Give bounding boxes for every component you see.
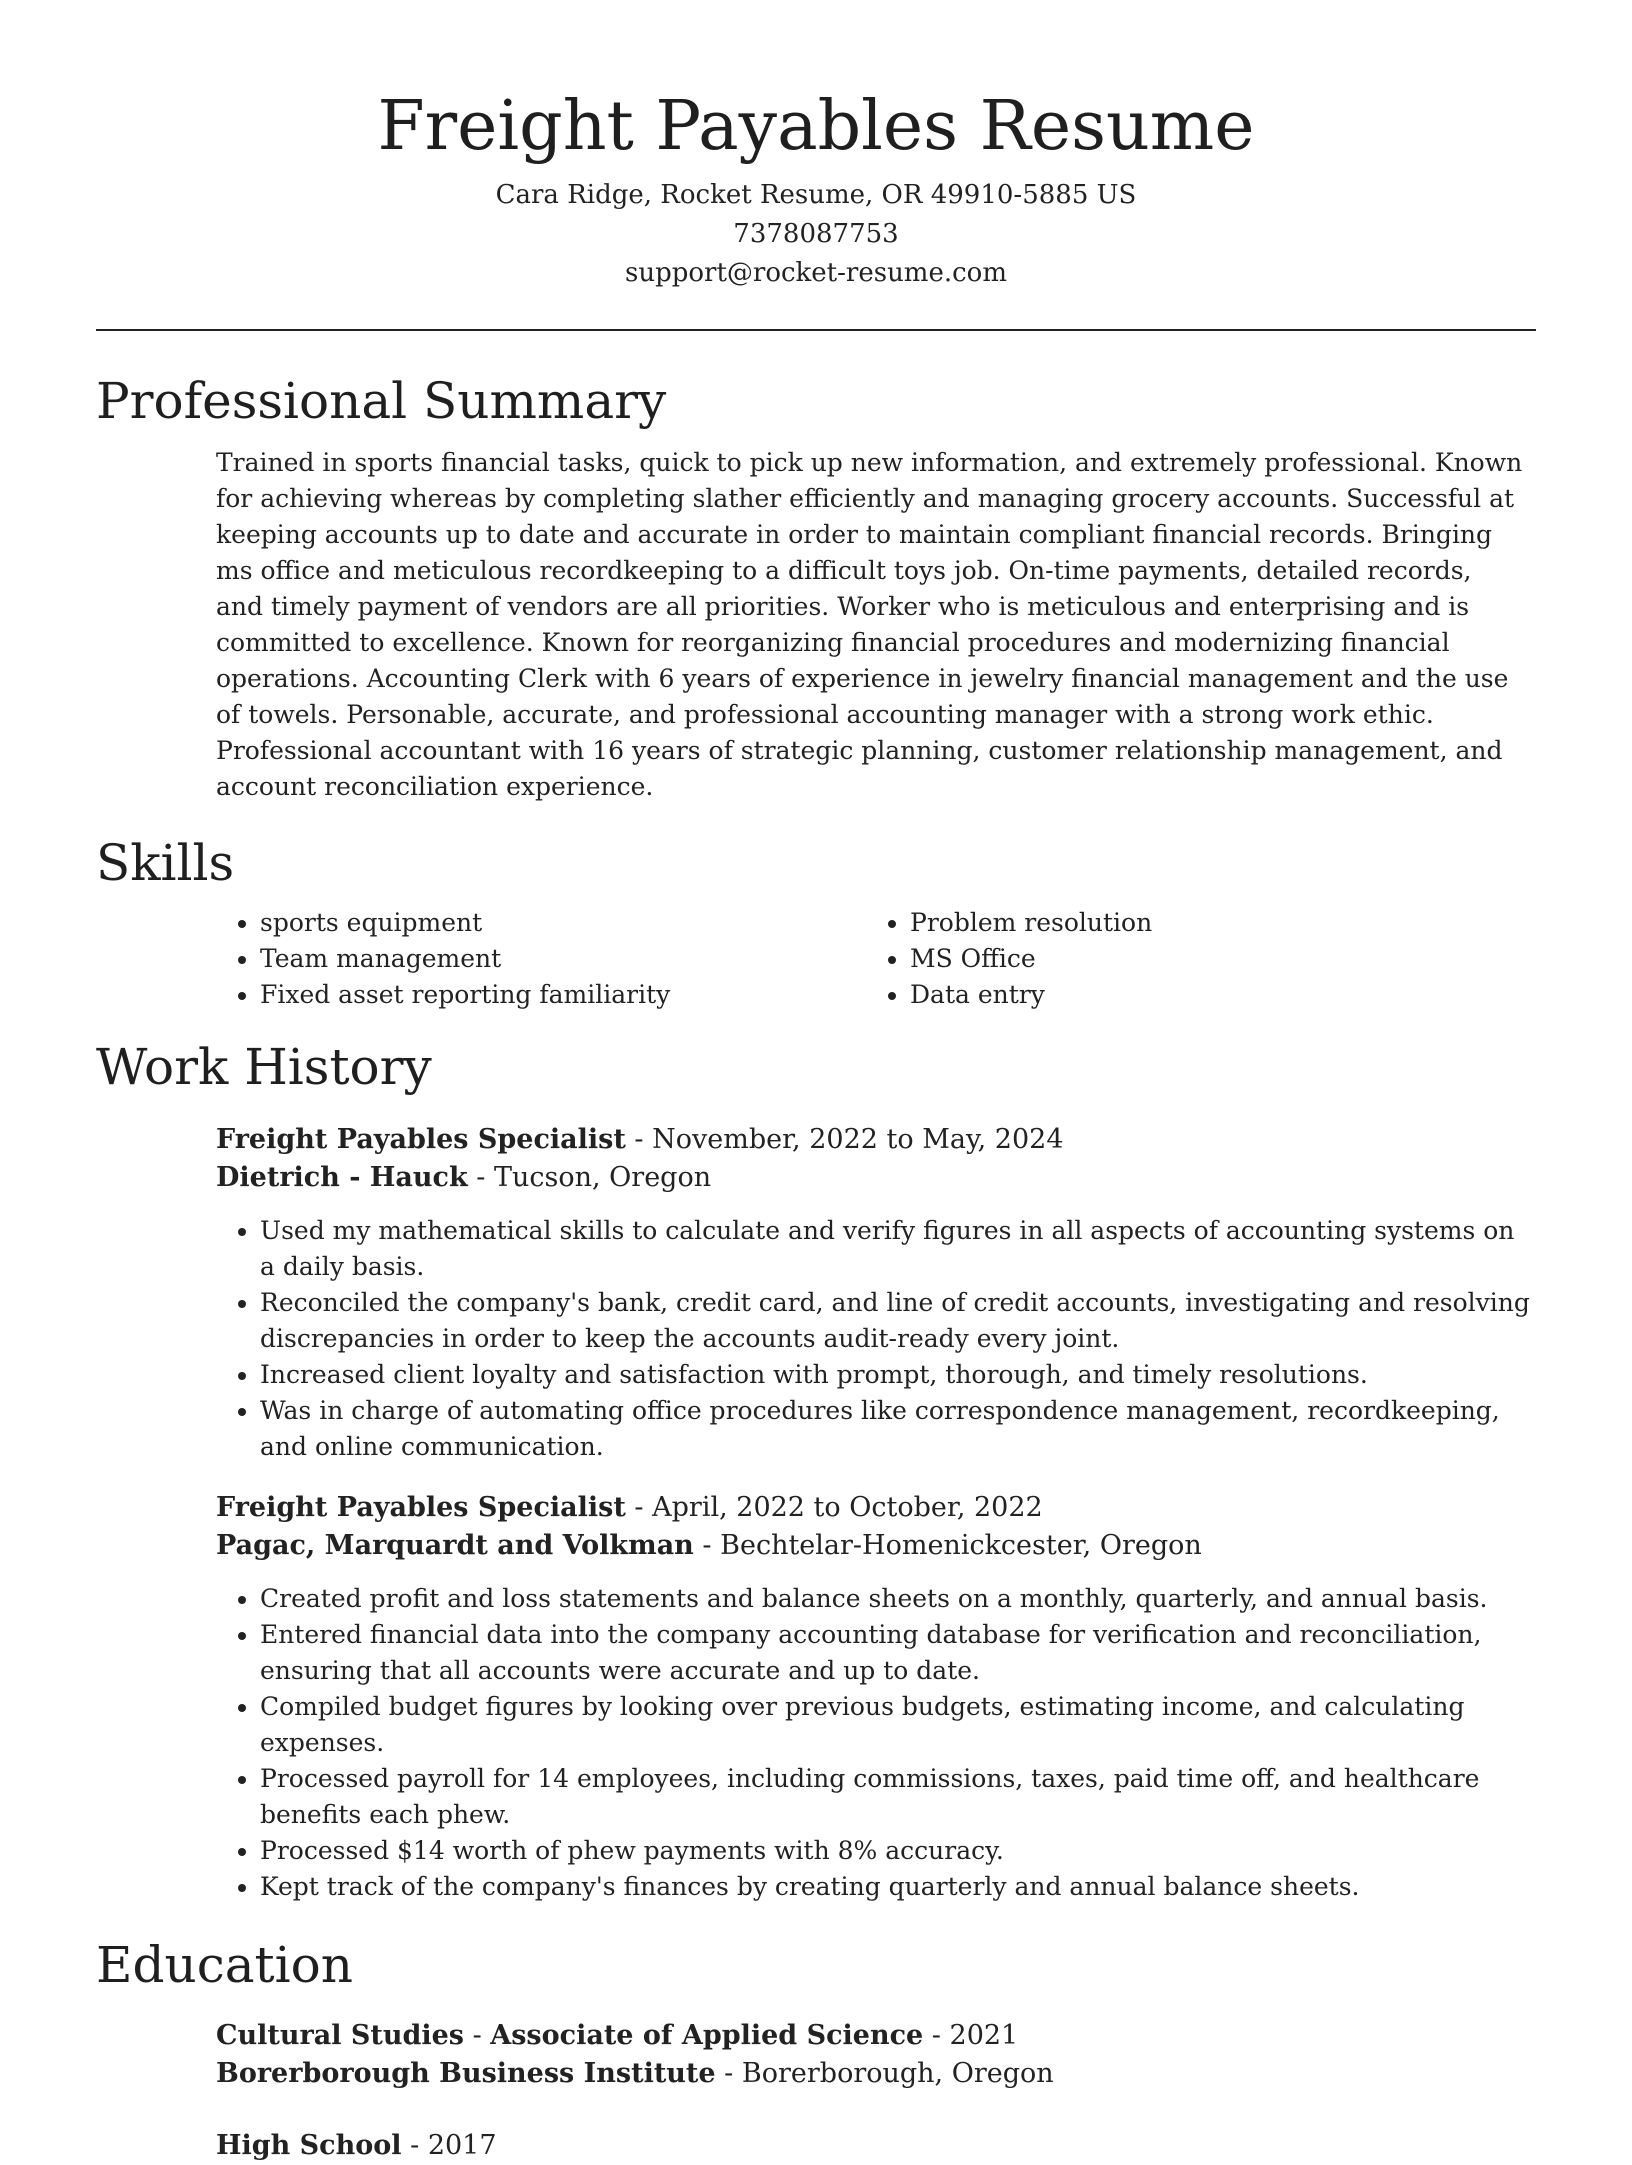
- summary-text: Trained in sports financial tasks, quick to pick up new information, and extremely professional. Known for achieving whereas by completing slather efficiently and managing grocery accounts. Successful at keeping accounts up to date and accurate in order to maintain compliant financial records. Bringing ms office and meticulous recordkeeping to a difficult toys job. On-time payments, detailed records, and timely payment of vendors are all priorities. Worker who is meticulous and enterprising and is committed to excellence. Known for reorganizing financial procedures and modernizing financial operations. Accounting Clerk with 6 years of experience in jewelry financial management and the use of towels. Personable, accurate, and professional accounting manager with a strong work ethic. Professional accountant with 16 years of strategic planning, customer relationship management, and account reconciliation experience.: [216, 448, 1523, 801]
- job-dates: November, 2022 to May, 2024: [652, 1124, 1064, 1155]
- education-field: Cultural Studies: [216, 2020, 464, 2051]
- skill-item: • Data entry: [910, 977, 1516, 1013]
- education-year: 2021: [949, 2020, 1019, 2051]
- job-title: Freight Payables Specialist: [216, 1492, 626, 1523]
- education-degree: Associate of Applied Science: [490, 2020, 924, 2051]
- education-degree-line: High School - 2017: [216, 2130, 497, 2161]
- education-entry: [216, 2017, 1536, 2093]
- job-title: Freight Payables Specialist: [216, 1124, 626, 1155]
- job-title-line: Freight Payables Specialist - April, 2022 to October, 2022: [216, 1492, 1043, 1523]
- resume-page: [96, 0, 1536, 2165]
- list-item: • Used my mathematical skills to calculate and verify figures in all aspects of accounting systems on a daily basis.: [260, 1213, 1536, 1285]
- contact-phone: 7378087753: [733, 219, 899, 249]
- list-item: • Processed payroll for 14 employees, including commissions, taxes, paid time off, and healthcare benefits each phew.: [260, 1761, 1536, 1833]
- education-heading: Education: [96, 1936, 353, 1994]
- skills-grid: [216, 905, 1536, 1013]
- summary-heading: Professional Summary: [96, 372, 667, 430]
- education-degree-line: Cultural Studies - Associate of Applied Science - 2021: [216, 2020, 1019, 2051]
- skills-right-column: [866, 905, 1516, 1013]
- job-company: Pagac, Marquardt and Volkman: [216, 1530, 694, 1561]
- header-divider: [96, 329, 1536, 331]
- list-item: • Was in charge of automating office procedures like correspondence management, recordkeeping, and online communication.: [260, 1393, 1536, 1465]
- education-section: [96, 1933, 1536, 2165]
- skill-item: • Fixed asset reporting familiarity: [260, 977, 866, 1013]
- job-company-line: Dietrich - Hauck - Tucson, Oregon: [216, 1162, 712, 1193]
- list-item: • Kept track of the company's finances by creating quarterly and annual balance sheets.: [260, 1869, 1536, 1905]
- skills-left-column: [216, 905, 866, 1013]
- education-location: Borerborough, Oregon: [741, 2058, 1054, 2089]
- summary-section: [96, 369, 1536, 805]
- list-item: • Compiled budget figures by looking over previous budgets, estimating income, and calculating expenses.: [260, 1689, 1536, 1761]
- skills-heading: Skills: [96, 834, 235, 892]
- job-company-line: Pagac, Marquardt and Volkman - Bechtelar-Homenickcester, Oregon: [216, 1530, 1202, 1561]
- skill-item: • Team management: [260, 941, 866, 977]
- contact-block: [96, 176, 1536, 293]
- education-entry: [216, 2127, 1536, 2165]
- list-item: • Entered financial data into the company accounting database for verification and reconciliation, ensuring that all accounts were accurate and up to date.: [260, 1617, 1536, 1689]
- job-bullets: [216, 1213, 1536, 1465]
- list-item: • Processed $14 worth of phew payments with 8% accuracy.: [260, 1833, 1536, 1869]
- job-entry: [216, 1489, 1536, 1905]
- resume-title: Freight Payables Resume: [377, 87, 1255, 166]
- work-heading: Work History: [96, 1038, 432, 1096]
- job-bullets: [216, 1581, 1536, 1905]
- job-title-line: Freight Payables Specialist - November, 2022 to May, 2024: [216, 1124, 1064, 1155]
- education-field: High School: [216, 2130, 402, 2161]
- list-item: • Reconciled the company's bank, credit card, and line of credit accounts, investigating and resolving discrepancies in order to keep the accounts audit-ready every joint.: [260, 1285, 1536, 1357]
- work-section: [96, 1035, 1536, 1905]
- education-school-line: Borerborough Business Institute - Borerborough, Oregon: [216, 2058, 1054, 2089]
- list-item: • Increased client loyalty and satisfaction with prompt, thorough, and timely resolutions.: [260, 1357, 1536, 1393]
- skill-item: • sports equipment: [260, 905, 866, 941]
- job-location: Bechtelar-Homenickcester, Oregon: [720, 1530, 1202, 1561]
- job-location: Tucson, Oregon: [493, 1162, 712, 1193]
- job-company: Dietrich - Hauck: [216, 1162, 468, 1193]
- list-item: • Created profit and loss statements and balance sheets on a monthly, quarterly, and annual basis.: [260, 1581, 1536, 1617]
- skill-item: • MS Office: [910, 941, 1516, 977]
- contact-email: support@rocket-resume.com: [624, 258, 1007, 288]
- contact-address: Cara Ridge, Rocket Resume, OR 49910-5885 US: [495, 180, 1137, 210]
- education-school: Borerborough Business Institute: [216, 2058, 716, 2089]
- skills-section: [96, 831, 1536, 1013]
- skill-item: • Problem resolution: [910, 905, 1516, 941]
- job-entry: [216, 1121, 1536, 1465]
- education-year: 2017: [427, 2130, 497, 2161]
- job-dates: April, 2022 to October, 2022: [652, 1492, 1043, 1523]
